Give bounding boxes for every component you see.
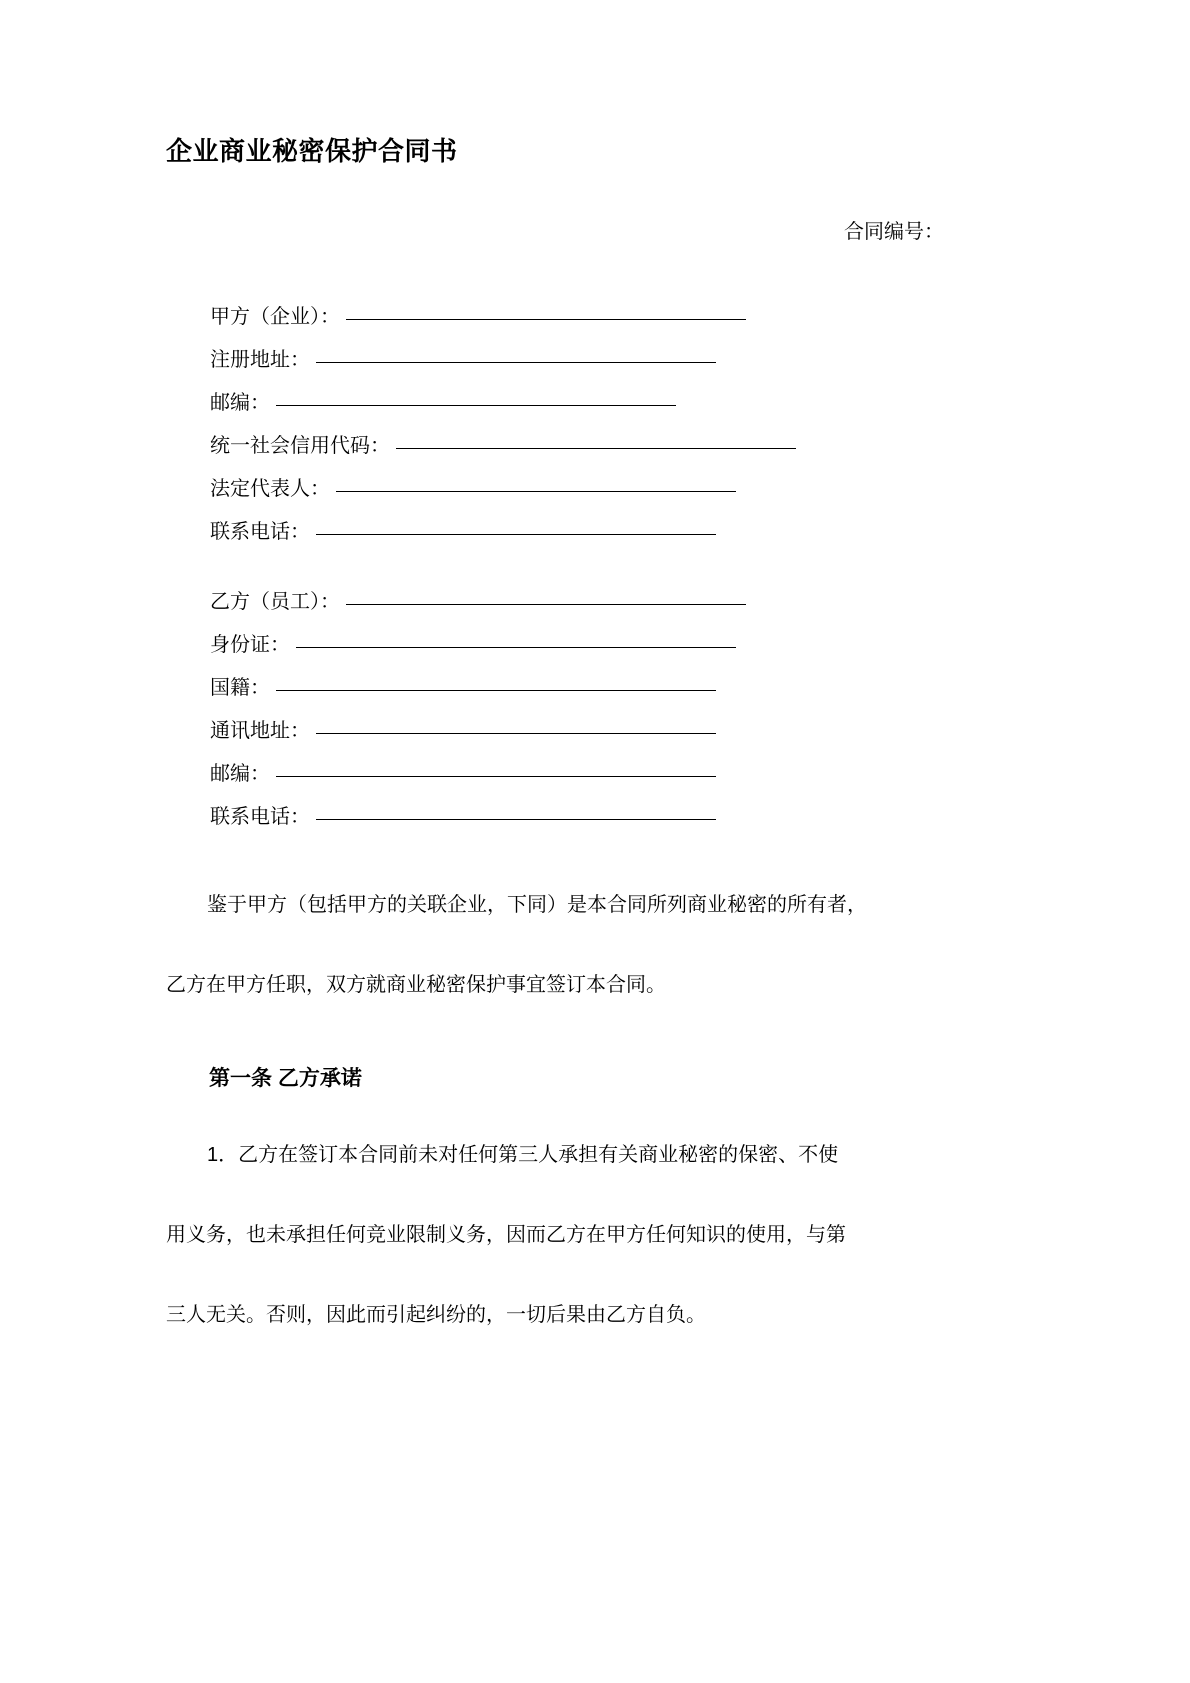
heading-article-1: 第一条 乙方承诺 <box>209 1067 362 1090</box>
party-a-field-group <box>210 300 950 558</box>
field-blank-party-a-name[interactable] <box>346 319 746 320</box>
field-row-id-number <box>210 628 950 671</box>
field-blank-nationality[interactable] <box>276 690 716 691</box>
field-blank-legal-representative[interactable] <box>336 491 736 492</box>
article-1-item-1-line-2: 用义务，也未承担任何竞业限制义务，因而乙方在甲方任何知识的使用，与第 <box>166 1224 846 1246</box>
field-blank-party-a-phone[interactable] <box>316 534 716 535</box>
contract-number-label: 合同编号： <box>844 221 944 243</box>
field-label-party-b-phone: 联系电话： <box>210 806 310 828</box>
article-1-item-1-paragraph <box>166 1115 966 1355</box>
field-row-nationality <box>210 671 950 714</box>
field-row-party-b-phone <box>210 800 950 843</box>
field-row-party-b-postcode <box>210 757 950 800</box>
article-1-item-1-line-3: 三人无关。否则，因此而引起纠纷的，一切后果由乙方自负。 <box>166 1304 706 1326</box>
field-label-party-b-name: 乙方（员工）： <box>210 591 340 613</box>
field-label-registered-address: 注册地址： <box>210 349 310 371</box>
field-label-party-a-name: 甲方（企业）： <box>210 306 340 328</box>
field-label-id-number: 身份证： <box>210 634 290 656</box>
party-b-field-group <box>210 585 950 843</box>
field-row-mailing-address <box>210 714 950 757</box>
field-label-credit-code: 统一社会信用代码： <box>210 435 390 457</box>
article-1-item-1-line-1: 1．乙方在签订本合同前未对任何第三人承担有关商业秘密的保密、不使 <box>207 1144 839 1166</box>
field-label-mailing-address: 通讯地址： <box>210 720 310 742</box>
recital-line-2: 乙方在甲方任职，双方就商业秘密保护事宜签订本合同。 <box>166 974 666 996</box>
field-label-party-a-phone: 联系电话： <box>210 521 310 543</box>
field-row-party-a-postcode <box>210 386 950 429</box>
field-blank-id-number[interactable] <box>296 647 736 648</box>
field-row-legal-representative <box>210 472 950 515</box>
field-label-nationality: 国籍： <box>210 677 270 699</box>
field-row-registered-address <box>210 343 950 386</box>
field-label-party-b-postcode: 邮编： <box>210 763 270 785</box>
field-blank-mailing-address[interactable] <box>316 733 716 734</box>
field-label-party-a-postcode: 邮编： <box>210 392 270 414</box>
field-label-legal-representative: 法定代表人： <box>210 478 330 500</box>
recital-line-1: 鉴于甲方（包括甲方的关联企业，下同）是本合同所列商业秘密的所有者， <box>207 894 867 916</box>
field-row-party-a-phone <box>210 515 950 558</box>
field-blank-party-a-postcode[interactable] <box>276 405 676 406</box>
field-blank-party-b-name[interactable] <box>346 604 746 605</box>
field-row-credit-code <box>210 429 950 472</box>
recital-paragraph <box>166 865 966 1025</box>
field-row-party-b-name <box>210 585 950 628</box>
page-title: 企业商业秘密保护合同书 <box>166 136 458 166</box>
field-blank-registered-address[interactable] <box>316 362 716 363</box>
field-blank-credit-code[interactable] <box>396 448 796 449</box>
field-blank-party-b-phone[interactable] <box>316 819 716 820</box>
field-row-party-a-name <box>210 300 950 343</box>
field-blank-party-b-postcode[interactable] <box>276 776 716 777</box>
